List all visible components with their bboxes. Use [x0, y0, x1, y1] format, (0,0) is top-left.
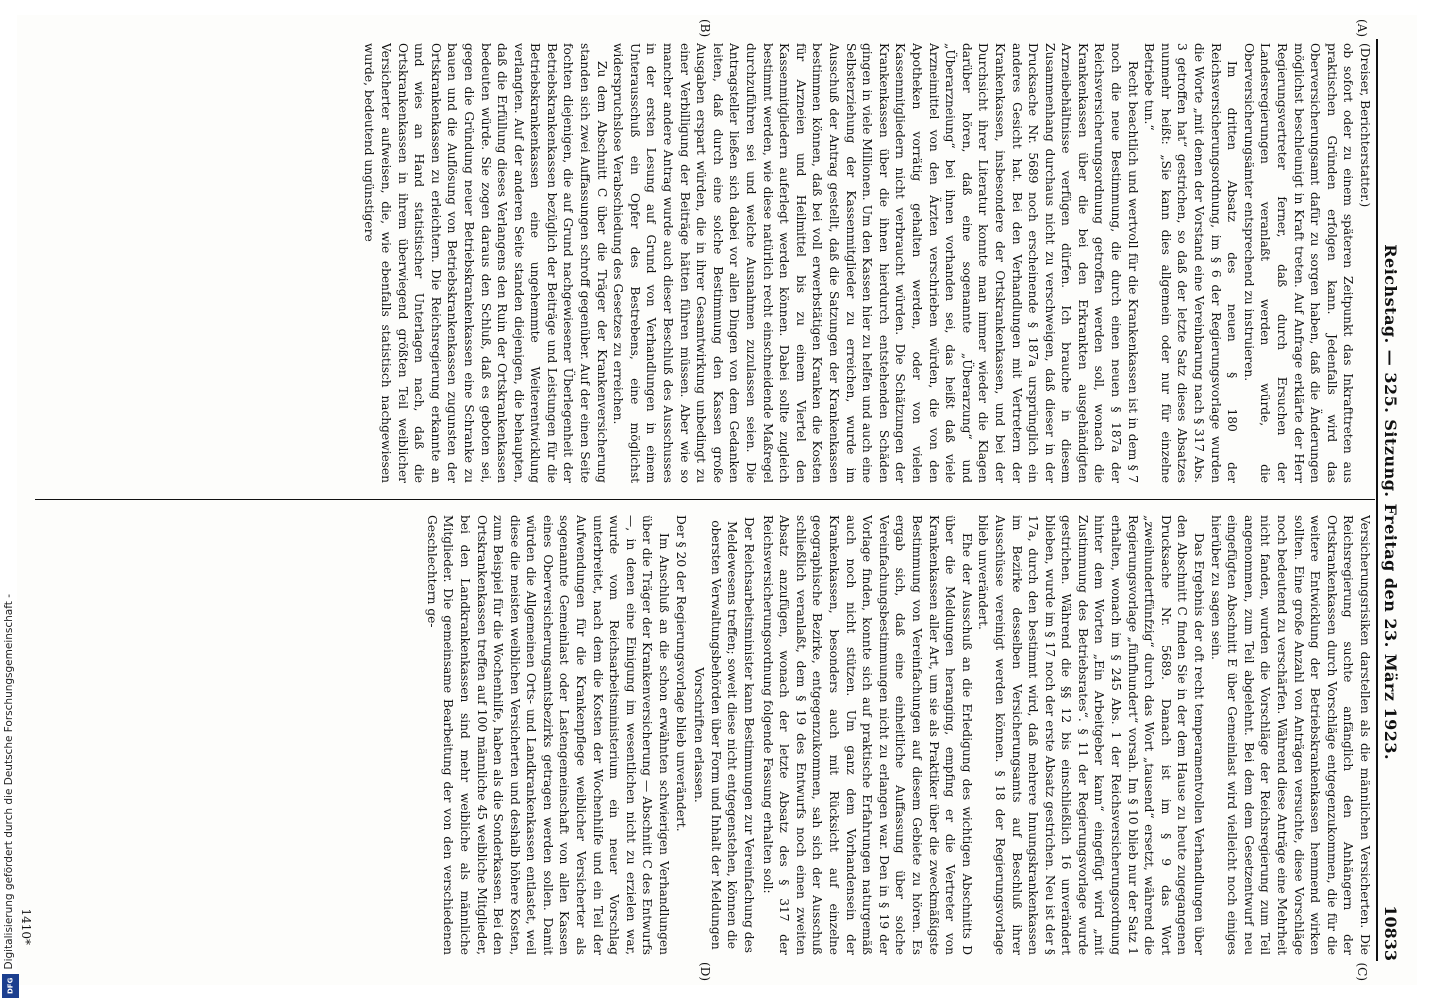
paragraph: ob sofort oder zu einem späteren Zeitpunkt das Inkrafttreten aus praktischen Gründen erfolgen kann. Jedenfalls wird das Oberversicherungsamt dafür zu sorgen haben, daß die Änderungen möglichst beschleunigt in Kraft treten. Auf Anfrage erklärte der Herr Regierungsvertreter ferner, daß durch Ersuchen der Landesregierungen veranlaßt werden würde, die Oberversicherungsämter entsprechend zu instruieren.	[1241, 43, 1356, 483]
column-divider	[35, 499, 1375, 500]
margin-letter-a: (A)	[1355, 19, 1369, 38]
scanned-page	[17, 15, 1417, 985]
paragraph: Zu dem Abschnitt C über die Träger der Krankenversicherung standen sich zwei Auffassungen schroff gegenüber. Auf der einen Seite fochten diejenigen, die auf Grund nachgewiesener Überlegenheit der Betriebskrankenkassen bezüglich der Beiträge und Leistungen für die Betriebskrankenkassen eine ungehemmte Weiterentwicklung verlangten. Auf der anderen Seite standen diejenigen, die behaupten, daß die Erfüllung dieses Verlangens den Ruin der Ortskrankenkassen bedeuten würde. Sie zogen daraus den Schluß, daß es geboten sei, gegen die Gründung neuer Betriebskrankenkassen eine Schranke zu bauen und die Auflösung von Betriebskrankenkassen zugunsten der Ortskrankenkassen zu erleichtern. Die Reichsregierung erkannte an und wies an Hand statistischer Unterlagen nach, daß die Ortskrankenkassen in ihrem überwiegend größten Teil weiblicher Versicherter aufweisen, die, wie ebenfalls statistisch nachgewiesen wurde, bedeutend ungünstigere	[362, 43, 609, 483]
dfg-logo: DFG	[2, 974, 19, 998]
paragraph: Ehe der Ausschuß an die Erledigung des wichtigen Abschnitts D über die Meldungen heranging, empfing er die Vertreter von Krankenkassen aller Art, um sie als Praktiker über die zweckmäßigste Bestimmung von Vereinfachungen auf diesem Gebiete zu hören. Es ergab sich, daß eine einheitliche Auffassung über solche Vereinfachungsbestimmungen nicht zu erlangen war. Den in § 19 der Vorlage finden, konnte sich auf praktische Erfahrungen naturgemäß auch noch nicht stützen. Um ganz dem Vorhandensein der Krankenkassen, besonders auch mit Rücksicht auf einzelne geographische Bezirke, entgegenzukommen, sah sich der Ausschuß schließlich veranlaßt, dem § 19 des Entwurfs noch einen zweiten Absatz anzufügen, wonach der letzte Absatz des § 317 der Reichsversicherungsordnung folgende Fassung erhalten soll:	[760, 515, 974, 955]
paragraph: Der Reichsarbeitsminister kann Bestimmungen zur Vereinfachung des Meldewesens treffen; soweit diese nicht entgegenstehen, können die obersten Verwaltungsbehörden über Form und Inhalt der Meldungen Vorschriften erlassen.	[692, 516, 757, 954]
margin-letter-b: (B)	[698, 19, 712, 38]
paragraph: Im dritten Absatz des neuen § 180 der Reichsversicherungsordnung, im § 6 der Regierungsvorlage wurden die Worte „mit denen der Vorstand eine Vereinbarung nach § 317 Abs. 3 getroffen hat“ gestrichen, so daß der letzte Satz dieses Absatzes nunmehr heißt: „Sie kann dies allgemein oder nur für einzelne Betriebe tun.“	[1142, 43, 1240, 483]
margin-letter-d: (D)	[698, 962, 712, 981]
margin-letter-c: (C)	[1355, 962, 1369, 981]
page-number: 10833	[1381, 905, 1400, 961]
page-header	[1376, 39, 1409, 961]
page-title: Reichstag. — 325. Sitzung. Freitag den 23. März 1923.	[1381, 244, 1400, 761]
paragraph: (Dreiser, Berichterstatter.)	[1358, 43, 1372, 208]
credit-text: Digitalisierung gefördert durch die Deutsche Forschungsgemeinschaft -	[3, 594, 15, 970]
right-text-column	[37, 515, 1373, 955]
signature-mark: 1410*	[19, 908, 33, 945]
paragraph: Recht beachtlich und wertvoll für die Krankenkassen ist in dem § 7 noch die neue Bestimmung, die durch einen neuen § 187a der Reichsversicherungsordnung getroffen werden soll, wonach die Krankenkassen über die bei den Erkrankten ausgehändigten Arzneibehältnisse verfügen dürfen. Ich brauche in diesem Zusammenhang durchaus nicht zu verschweigen, daß dieser in der Drucksache Nr. 5689 noch erscheinende § 187a ursprünglich ein anderes Gesicht hat. Bei den Verhandlungen mit Vertretern der Krankenkassen, insbesondere der Ortskrankenkassen, und bei der Durchsicht ihrer Literatur konnte man immer wieder die Klagen darüber hören, daß eine sogenannte „Überarzung“ und „Überarzneiung“ bei ihnen vorhanden sei, das heißt daß viele Arzneimittel von den Ärzten verschrieben würden, die von den Apotheken vorrätig gehalten werden, oder von vielen Kassenmitgliedern nicht verbraucht würden. Die Schätzungen der Krankenkassen über die ihnen hierdurch entstehenden Schäden gingen in viele Millionen. Um den Kassen hier zu helfen und auch eine Selbsterziehung der Kassenmitglieder zu erreichen, wurde im Ausschuß der Antrag gestellt, daß die Satzungen der Krankenkassen bestimmen können, daß bei voll erwerbstätigen Kranken die Kosten für Arzneien und Heilmittel bis zu einem Viertel den Kassenmitgliedern auferlegt werden können. Dabei sollte zugleich bestimmt werden, wie diese natürlich recht einschneidende Maßregel durchzuführen sei und welche Ausnahmen zuzulassen seien. Die Antragsteller ließen sich dabei vor allen Dingen von dem Gedanken leiten, daß durch eine solche Bestimmung den Kassen große Ausgaben erspart würden, die in ihrer Gesamtwirkung unbedingt zu einer Verbilligung der Beiträge hätten führen müssen. Aber wie so mancher andere Antrag wurde auch dieser Beschluß des Ausschusses in der ersten Lesung auf Grund von Verhandlungen in einem Unterausschuß ein Opfer des Bestrebens, eine möglichst widerspruchslose Verabschiedung des Gesetzes zu erreichen.	[611, 43, 1140, 483]
left-text-column	[37, 43, 1373, 483]
paragraph: Im Anschluß an die schon erwähnten schwierigen Verhandlungen über die Träger der Krankenversicherung — Abschnitt C des Entwurfs —, in denen eine Einigung im wesentlichen nicht zu erzielen war, wurde vom Reichsarbeitsministerium ein neuer Vorschlag unterbreitet, nach dem die Kosten der Wochenhilfe und ein Teil der Aufwendungen für die Krankenpflege weiblicher Versicherter als sogenannte Gemeinlast oder Lastengemeinschaft von allen Kassen eines Oberversicherungsamtsbezirks getragen werden sollen. Damit würden die Allgemeinen Orts- und Landkrankenkassen entlastet, weil diese die meisten weiblichen Versicherten und deshalb höhere Kosten, zum Beispiel für die Wochenhilfe, haben als die Sonderkassen. Bei den Ortskrankenkassen treffen auf 100 männliche 45 weibliche Mitglieder, bei den Landkrankenkassen sind mehr weibliche als männliche Mitglieder. Die gemeinsame Bearbeitung der von den verschiedenen Geschlechtern ge-	[424, 515, 672, 955]
paragraph: Versicherungsrisiken darstellen als die männlichen Versicherten. Die Reichsregierung suchte anfänglich den Anhängern der Ortskrankenkassen durch Vorschläge entgegenzukommen, die für die weitere Entwicklung der Betriebskrankenkassen hemmend wirken sollten. Eine große Anzahl von Anträgen versuchte, diese Vorschläge noch bedeutend zu verschärfen. Während diese Anträge eine Mehrheit nicht fanden, wurden die Vorschläge der Reichsregierung zum Teil angenommen, zum Teil abgelehnt. Bei dem dem Gesetzentwurf neu eingefügten Abschnitt E über Gemeinlast wird vielleicht noch einiges hierüber zu sagen sein.	[1208, 515, 1372, 955]
digitization-credit	[0, 0, 22, 1000]
paragraph: Das Ergebnis der oft recht temperamentvollen Verhandlungen über den Abschnitt C finden Sie in der dem Hause zu heute zugegangenen Drucksache Nr. 5689. Danach ist im § 9 das Wort „zweihundertfünfzig“ durch das Wort „tausend“ ersetzt, während die Regierungsvorlage „fünfhundert“ vorsah. Im § 10 blieb nur der Satz 1 erhalten, wonach im § 245 Abs. 1 der Reichsversicherungsordnung hinter dem Worten „Ein Arbeitgeber kann“ eingefügt wird „mit Zustimmung des Betriebsrates“. § 11 der Regierungsvorlage wurde gestrichen. Während die §§ 12 bis einschließlich 16 unverändert blieben, wurde im § 17 noch der erste Absatz gestrichen. Neu ist der § 17a, durch den bestimmt wird, daß mehrere Innungskrankenkassen im Bezirke desselben Versicherungsamts auf Beschluß ihrer Ausschüsse vereinigt werden können. § 18 der Regierungsvorlage blieb unverändert.	[976, 515, 1207, 955]
paragraph: Der § 20 der Regierungsvorlage blieb unverändert.	[673, 515, 688, 832]
